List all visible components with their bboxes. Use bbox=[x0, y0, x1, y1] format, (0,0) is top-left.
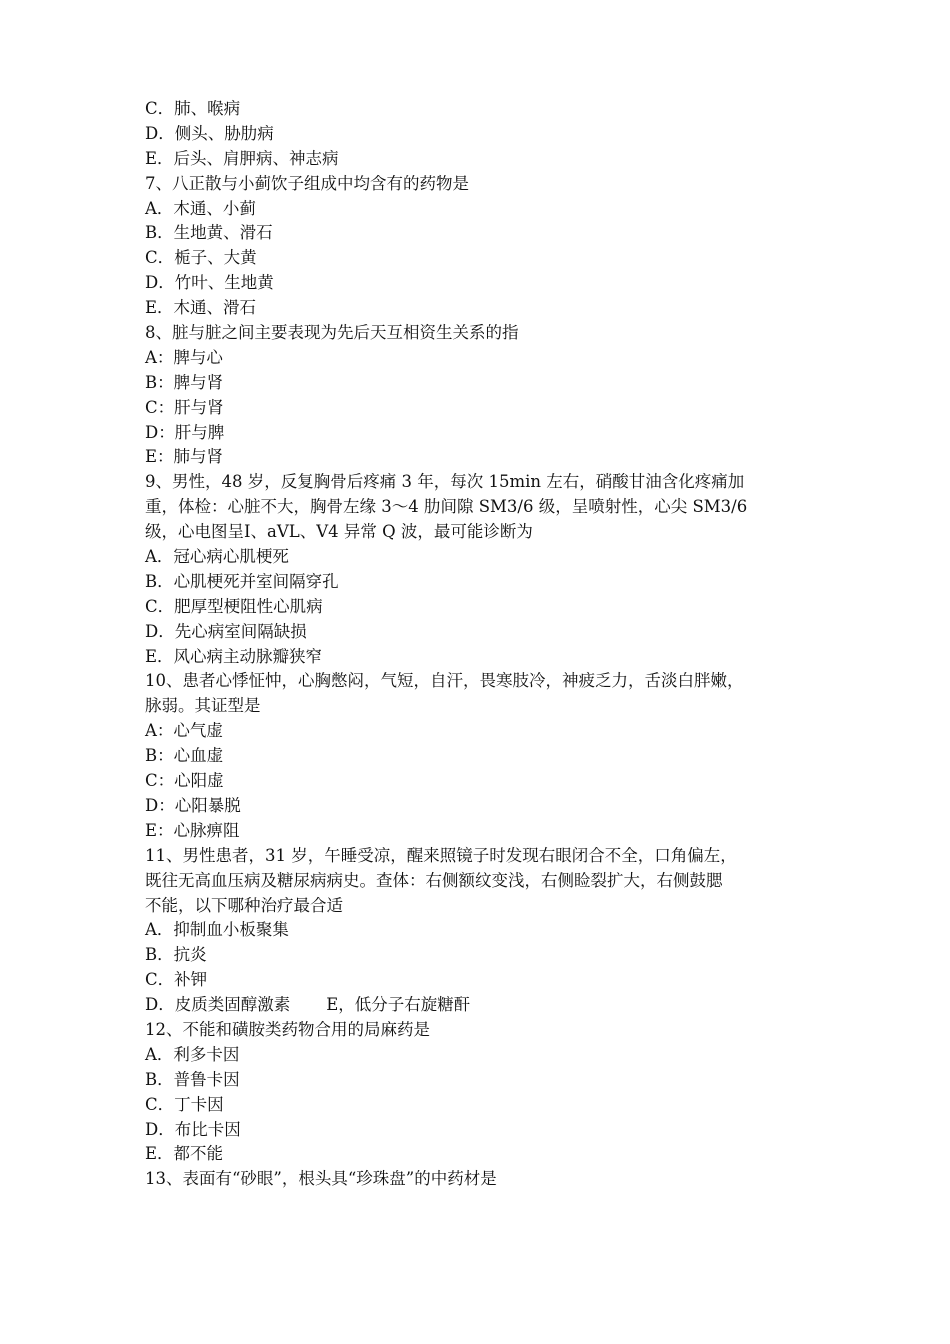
option-line: C．栀子、大黄 bbox=[145, 248, 257, 268]
question-line: 脉弱。其证型是 bbox=[145, 696, 261, 716]
option-line-pair bbox=[145, 993, 825, 1018]
option-line: B．抗炎 bbox=[145, 945, 207, 965]
option-line: C：肝与肾 bbox=[145, 397, 224, 417]
question-line: 10、患者心悸怔忡，心胸憋闷，气短，自汗，畏寒肢冷，神疲乏力，舌淡白胖嫩， bbox=[145, 671, 744, 691]
question-line: 重，体检：心脏不大，胸骨左缘 3～4 肋间隙 SM3/6 级，呈喷射性，心尖 SM3/6 bbox=[145, 497, 748, 517]
option-line: D．竹叶、生地黄 bbox=[145, 273, 274, 293]
option-line: A．冠心病心肌梗死 bbox=[145, 547, 289, 567]
option-text: D．皮质类固醇激素 bbox=[145, 995, 291, 1015]
option-line: E．后头、肩胛病、神志病 bbox=[145, 148, 339, 168]
option-line: C．肥厚型梗阻性心肌病 bbox=[145, 596, 323, 616]
question-line: 9、男性，48 岁，反复胸骨后疼痛 3 年，每次 15min 左右，硝酸甘油含化疼痛加 bbox=[145, 472, 745, 492]
option-line: A．抑制血小板聚集 bbox=[145, 920, 289, 940]
option-line: E．风心病主动脉瓣狭窄 bbox=[145, 646, 323, 666]
option-line: E：心脉痹阻 bbox=[145, 820, 240, 840]
document-page bbox=[145, 97, 825, 1192]
option-line: D．先心病室间隔缺损 bbox=[145, 621, 307, 641]
option-line: A：脾与心 bbox=[145, 347, 223, 367]
option-line: C．补钾 bbox=[145, 970, 208, 990]
option-line: B．普鲁卡因 bbox=[145, 1069, 240, 1089]
option-line: D．侧头、胁肋病 bbox=[145, 123, 274, 143]
question-line: 7、八正散与小蓟饮子组成中均含有的药物是 bbox=[145, 173, 469, 193]
option-line: E．木通、滑石 bbox=[145, 298, 257, 318]
option-text: E，低分子右旋糖酐 bbox=[326, 995, 471, 1015]
question-line: 11、男性患者，31 岁，午睡受凉，醒来照镜子时发现右眼闭合不全，口角偏左， bbox=[145, 845, 737, 865]
option-line: D：肝与脾 bbox=[145, 422, 225, 442]
question-line: 13、表面有“砂眼”，根头具“珍珠盘”的中药材是 bbox=[145, 1169, 497, 1189]
option-line: B．心肌梗死并室间隔穿孔 bbox=[145, 571, 339, 591]
question-line: 8、脏与脏之间主要表现为先后天互相资生关系的指 bbox=[145, 323, 519, 343]
option-line: A：心气虚 bbox=[145, 721, 223, 741]
question-line: 12、不能和磺胺类药物合用的局麻药是 bbox=[145, 1019, 430, 1039]
option-line: E．都不能 bbox=[145, 1144, 224, 1164]
option-line: A．利多卡因 bbox=[145, 1044, 240, 1064]
option-line: A．木通、小蓟 bbox=[145, 198, 256, 218]
option-line: B．生地黄、滑石 bbox=[145, 223, 273, 243]
option-line: B：脾与肾 bbox=[145, 372, 224, 392]
question-line: 级，心电图呈Ⅰ、aVL、V4 异常 Q 波，最可能诊断为 bbox=[145, 522, 533, 542]
option-line: C：心阳虚 bbox=[145, 771, 224, 791]
option-line: E：肺与肾 bbox=[145, 447, 224, 467]
question-line: 不能，以下哪种治疗最合适 bbox=[145, 895, 343, 915]
option-line: B：心血虚 bbox=[145, 746, 224, 766]
question-line: 既往无高血压病及糖尿病病史。查体：右侧额纹变浅，右侧睑裂扩大，右侧鼓腮 bbox=[145, 870, 723, 890]
option-line: C．丁卡因 bbox=[145, 1094, 224, 1114]
option-line: C．肺、喉病 bbox=[145, 99, 241, 118]
option-line: D．布比卡因 bbox=[145, 1119, 241, 1139]
option-line: D：心阳暴脱 bbox=[145, 795, 241, 815]
